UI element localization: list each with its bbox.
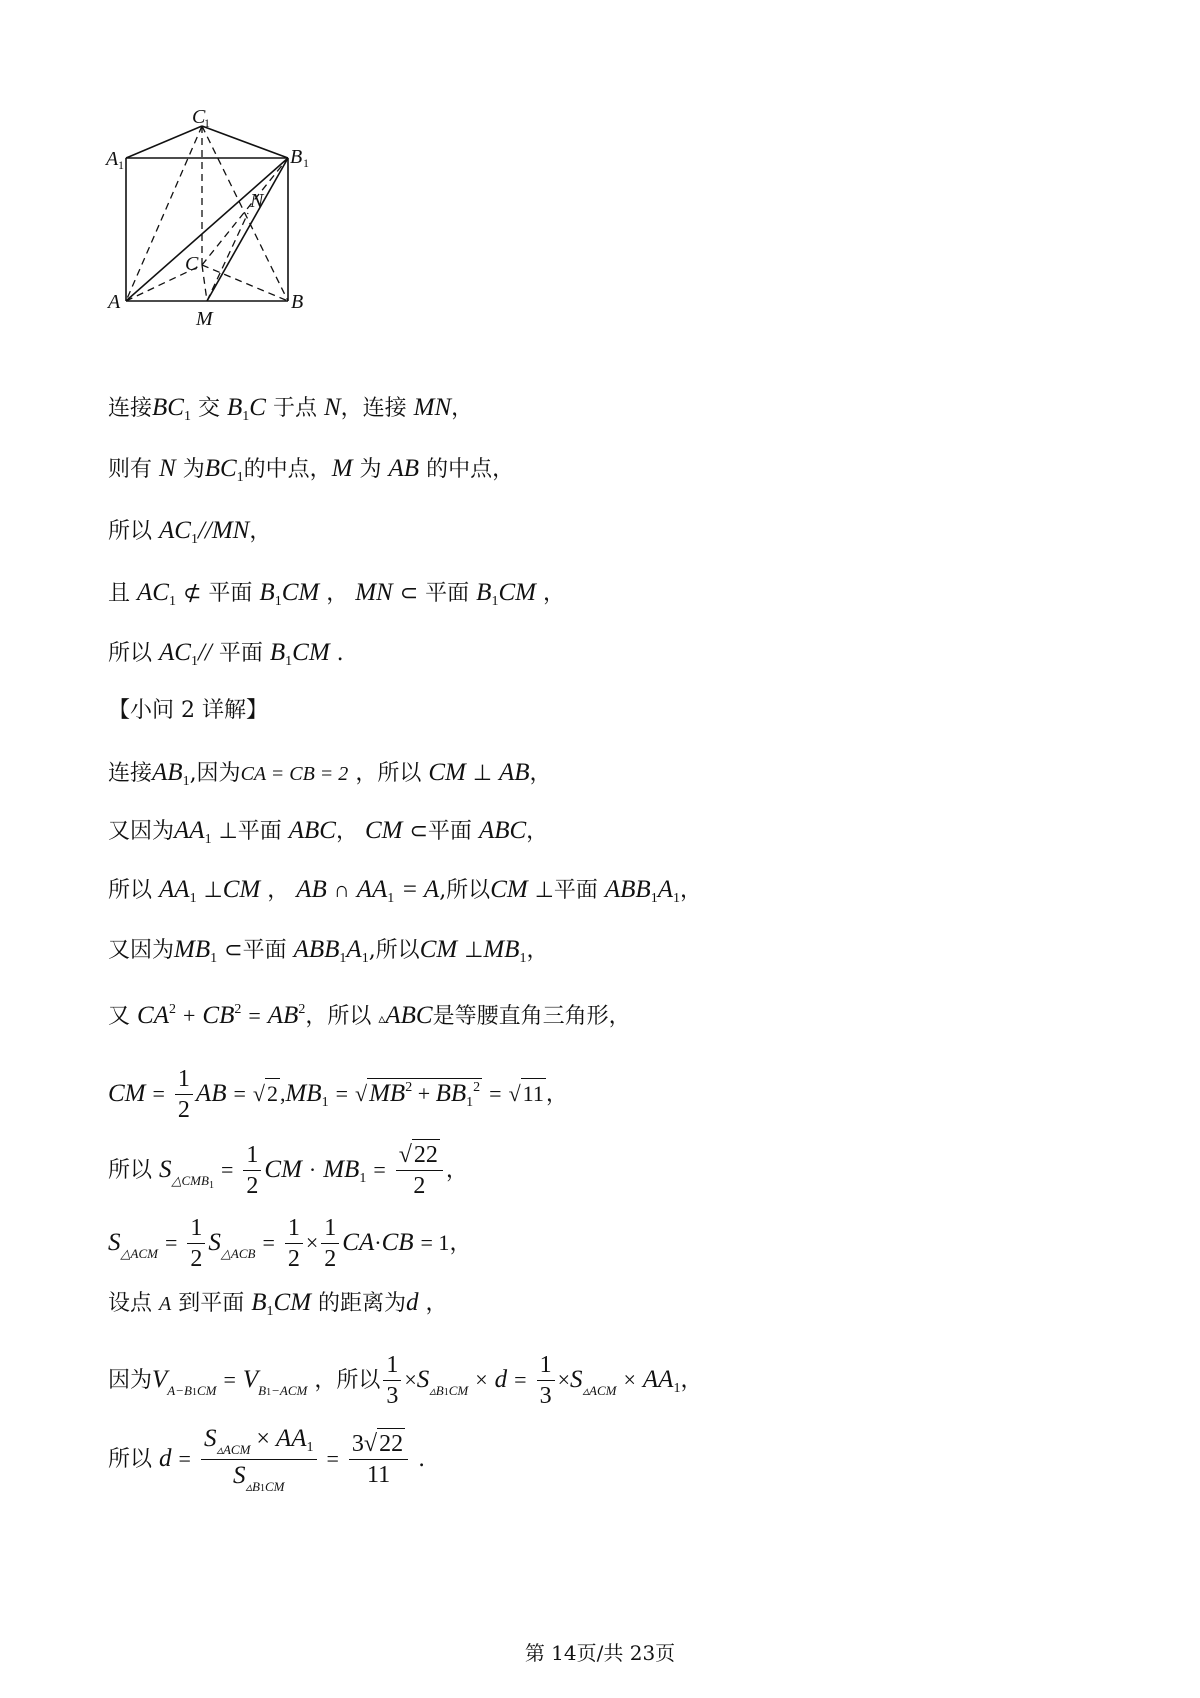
- triangular-prism-diagram: [100, 105, 350, 365]
- sqrt-2: √2: [253, 1083, 280, 1105]
- formula-line-14: $S_{\triangle ACM}$ = $\frac{1}{2}$ $S_{\triangle ACB}$ = $\frac{1}{2}$ × $\frac{1}{2}$ CA·CB = 1，: [108, 1215, 472, 1273]
- text-line-7: 连接$AB_1$,因为CA = CB = 2 ，所以 CM ⊥ AB，: [108, 759, 552, 789]
- label-B1: B: [290, 146, 303, 168]
- text-line-2: 则有 N 为$BC_1$的中点，M 为 AB 的中点，: [108, 455, 515, 485]
- edge-MN: [207, 213, 248, 301]
- edge-CB1: [202, 158, 288, 265]
- label-A1: A: [106, 148, 119, 170]
- label-B: B: [291, 291, 304, 313]
- text-line-1: 连接$BC_1$ 交 $B_1C$ 于点 N，连接 MN，: [108, 394, 474, 424]
- formula-line-12: CM = $\frac{1}{2}$ AB = $√2,MB_1 = √MB^2 + BB_1^2 = √11$，: [108, 1066, 568, 1124]
- sqrt-sum: $√MB^2 + BB_1^2$: [355, 1079, 481, 1110]
- text-line-4: 且 $AC_1$ ⊄ 平面 $B_1CM$ ， MN ⊂ 平面 $B_1CM$ ，: [108, 579, 565, 609]
- text-line-9: 所以 $AA_1$ ⊥CM ， AB ∩ $AA_1 = A$,所以CM ⊥平面 $ABB_1A_1$，: [108, 876, 702, 906]
- sqrt-11: √11: [509, 1083, 546, 1105]
- text-line-8: 又因为$AA_1$ ⊥平面 ABC， CM ⊂平面 ABC，: [108, 817, 549, 847]
- edge-CB: [202, 265, 288, 301]
- text-line-5: 所以 $AC_1//$ 平面 $B_1CM$ .: [108, 639, 344, 669]
- formula-line-16: 因为$V_{A-B1CM} = V_{B1-ACM}$ ，所以 $\frac{1}{3}$ $\times S_{▵B1CM} \times d$ = $\frac{1}{3}$ $\times S_{▵ACM} \times AA_1$，: [108, 1352, 703, 1410]
- page-footer: 第 14页/共 23页: [524, 1641, 676, 1665]
- formula-line-13: 所以 $S_{\triangle CMB1}$ = $\frac{1}{2}$ CM · $MB_1$ = $\frac{√22}{2}$ ，: [108, 1142, 468, 1200]
- label-N: N: [250, 190, 264, 212]
- text-line-11: 又 $CA^2 + CB^2 = AB^2$，所以 ▵ABC是等腰直角三角形，: [108, 1002, 631, 1029]
- text-line-10: 又因为$MB_1$ ⊂平面 $ABB_1A_1$,所以CM $\perp MB_1$，: [108, 936, 549, 966]
- text-line-3: 所以 $AC_1//MN$，: [108, 517, 272, 547]
- label-M: M: [196, 308, 213, 330]
- label-C1: C: [192, 106, 206, 128]
- label-C: C: [185, 253, 199, 275]
- svg-text:1: 1: [303, 156, 309, 170]
- fraction-distance: $\frac{S_{▵ACM} \times AA_1}{S_{▵B1CM}}$: [201, 1425, 317, 1495]
- svg-text:1: 1: [118, 158, 124, 172]
- edge-CM: [202, 265, 207, 301]
- edge-BC1: [202, 126, 288, 301]
- fraction-half: $\frac{1}{2}$: [175, 1066, 193, 1124]
- label-A: A: [108, 291, 121, 313]
- section-heading: 【小问 2 详解】: [108, 698, 268, 723]
- svg-text:1: 1: [204, 116, 210, 130]
- text-line-15: 设点 A 到平面 $B_1CM$ 的距离为d ，: [108, 1289, 448, 1319]
- prism-figure: [100, 105, 350, 365]
- edge-MB1: [207, 158, 288, 301]
- formula-line-17: 所以 d = $\frac{S_{▵ACM} \times AA_1}{S_{▵B1CM}}$ = $\frac{3√22}{11}$ .: [108, 1425, 426, 1495]
- edge-AB1: [126, 158, 288, 301]
